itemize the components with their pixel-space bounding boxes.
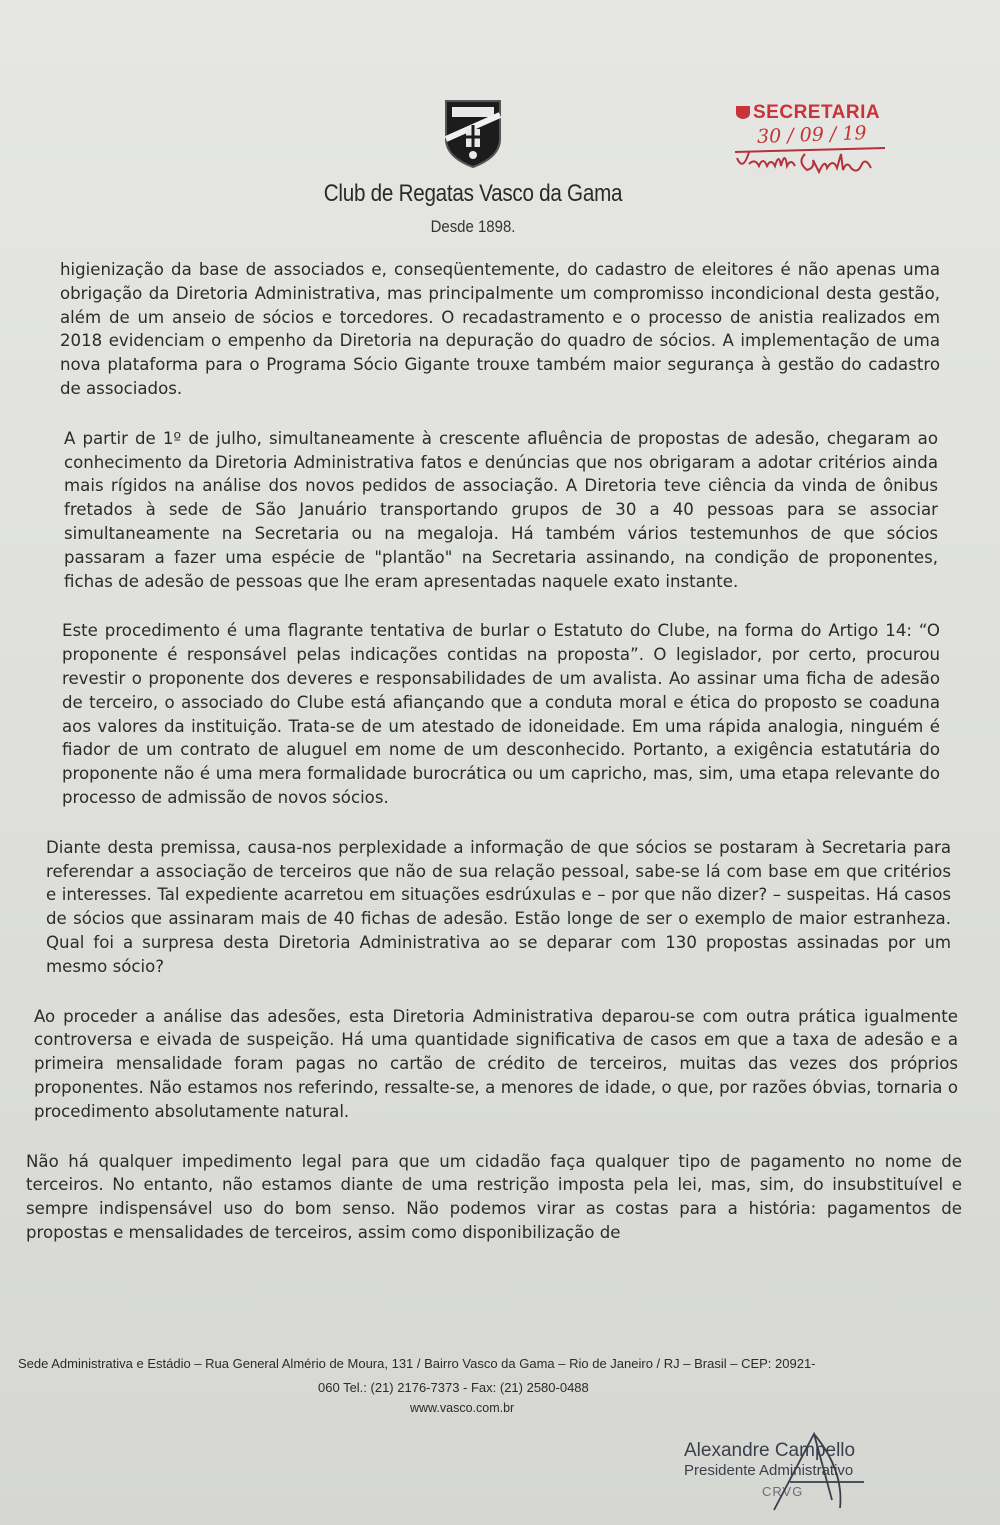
club-founded: Desde 1898. bbox=[430, 217, 516, 236]
handwritten-signature bbox=[744, 1430, 894, 1515]
paragraph-6: Não há qualquer impedimento legal para que um cidadão faça qualquer tipo de pagamento no nome de terceiros. No entanto, não estamos diante de uma restrição imposta pela lei, mas, sim, do insubstituível e sempre indispensável uso do bom senso. Não podemos virar as costas para a história: pagamentos de propostas e mensalidades de terceiros, assim como disponibilização de bbox=[26, 1151, 962, 1242]
paragraph-1: higienização da base de associados e, conseqüentemente, do cadastro de eleitores é não apenas uma obrigação da Diretoria Administrativa, mas principalmente um compromisso incondicional desta gestão, além de um anseio de sócios e torcedores. O recadastramento e o processo de anistia realizados em 2018 evidenciam o empenho da Diretoria na depuração do quadro de sócios. A implementação de uma nova plataforma para o Programa Sócio Gigante trouxe também maior segurança à gestão do cadastro de associados. bbox=[60, 260, 940, 398]
paragraph-5: Ao proceder a análise das adesões, esta Diretoria Administrativa deparou-se com outra prática igualmente controversa e eivada de suspeição. Há uma quantidade significativa de casos em que a taxa de adesão e a primeira mensalidade foram pagas no cartão de crédito de terceiros, muitas das vezes dos próprios proponentes. Não estamos nos referindo, ressalte-se, a menores de idade, o que, por razões óbvias, tornaria o procedimento absolutamente natural. bbox=[34, 1006, 958, 1121]
footer-website: www.vasco.com.br bbox=[410, 1401, 515, 1415]
footer-address: Sede Administrativa e Estádio – Rua General Almério de Moura, 131 / Bairro Vasco da Gama – Rio de Janeiro / RJ – Brasil – CEP: 20921- bbox=[18, 1356, 816, 1371]
signature-block bbox=[684, 1440, 984, 1525]
stamp-date: 30 / 09 / 19 bbox=[756, 122, 867, 148]
club-name: Club de Regatas Vasco da Gama bbox=[323, 180, 623, 207]
club-crest-icon bbox=[442, 95, 504, 170]
signatory-initials: CRVG bbox=[762, 1484, 804, 1499]
stamp-crest-icon bbox=[735, 104, 751, 120]
paragraph-4: Diante desta premissa, causa-nos perplexidade a informação de que sócios se postaram à Secretaria para referendar a associação de terceiros que não de sua relação pessoal, sabe-se lá com base em que critérios e interesses. Tal expediente acarretou em situações esdrúxulas e – por que não dizer? – suspeitas. Há casos de sócios que assinaram mais de 40 fichas de adesão. Estão longe de ser o exemplo de maior estranheza. Qual foi a surpresa desta Diretoria Administrativa ao se deparar com 130 propostas assinadas por um mesmo sócio? bbox=[46, 837, 951, 976]
paragraph-3: Este procedimento é uma flagrante tentativa de burlar o Estatuto do Clube, na forma do Artigo 14: “O proponente é responsável pelas indicações contidas na proposta”. O legislador, por certo, procurou revestir o proponente dos deveres e responsabilidades de um avalista. Ao assinar uma ficha de adesão de terceiro, o associado do Clube está afiançando que a conduta moral e ética do proposto se coaduna aos valores da instituição. Trata-se de um atestado de idoneidade. Em uma rápida analogia, ninguém é fiador de um contrato de aluguel em nome de um desconhecido. Portanto, a exigência estatutária do proponente não é uma mera formalidade burocrática ou um capricho, mas, sim, uma etapa relevante do processo de admissão de novos sócios. bbox=[62, 621, 940, 807]
footer-contact: 060 Tel.: (21) 2176-7373 - Fax: (21) 2580-0488 bbox=[318, 1380, 589, 1395]
signatory-title: Presidente Administrativo bbox=[684, 1462, 854, 1479]
letter-body bbox=[26, 258, 962, 1271]
stamp-handwritten-signature bbox=[735, 144, 925, 178]
secretaria-stamp bbox=[735, 98, 925, 183]
stamp-title: SECRETARIA bbox=[753, 102, 881, 123]
signatory-name: Alexandre Campello bbox=[684, 1440, 856, 1461]
paragraph-2: A partir de 1º de julho, simultaneamente à crescente afluência de propostas de adesão, chegaram ao conhecimento da Diretoria Administrativa fatos e denúncias que nos obrigaram a adotar critérios ainda mais rígidos na análise dos novos pedidos de associação. A Diretoria teve ciência da vinda de ônibus fretados à sede de São Januário transportando grupos de 30 a 40 pessoas para se associar simultaneamente na Secretaria ou na megaloja. Há também vários testemunhos de que sócios passaram a fazer uma espécie de "plantão" na Secretaria assinando, na condição de proponentes, fichas de adesão de pessoas que lhe eram apresentadas naquele exato instante. bbox=[64, 428, 938, 591]
